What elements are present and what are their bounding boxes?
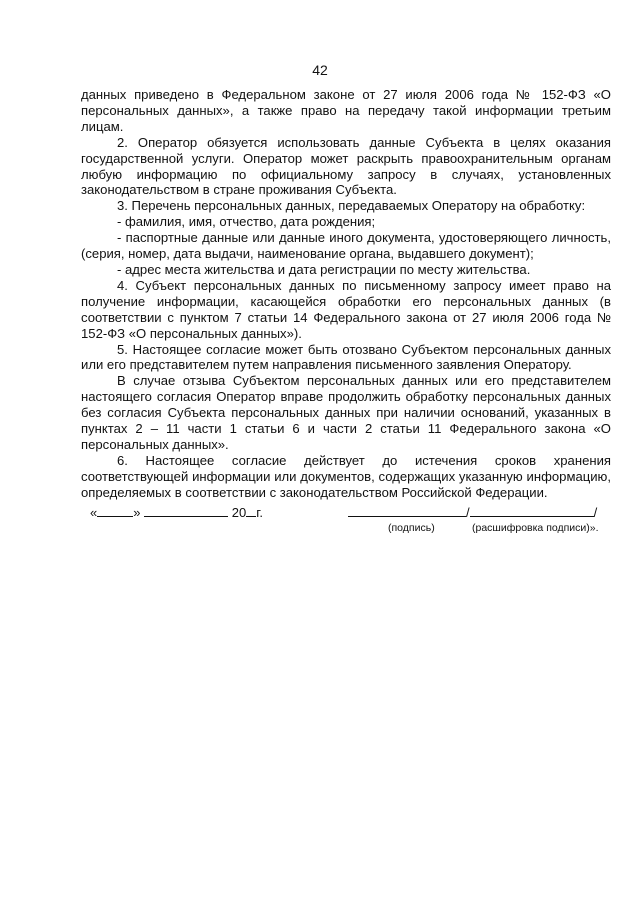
signature-blank [348,503,466,517]
slash-left: / [466,505,470,520]
paragraph-3: 3. Перечень персональных данных, передаваемых Оператору на обработку: [117,198,586,214]
paragraph-revocation: В случае отзыва Субъектом персональных данных или его представителем настоящего согласия Оператор вправе продолжить обработку персональных данных без согласия Субъекта персональных данных при наличии оснований, указанных в пунктах 2 – 11 части 1 статьи 6 и части 2 статьи 11 Федерального закона «О персональных данных». [81,373,611,452]
slash-right: / [593,505,598,520]
signature-field [348,503,597,520]
paragraph-6: 6. Настоящее согласие действует до истечения сроков хранения соответствующей информации или документов, содержащих указанную информацию, определяемых в соответствии с законодательством Российской Федерации. [81,452,611,500]
year-blank [246,503,256,517]
signature-caption: (подпись) [388,522,435,534]
page-number: 42 [312,62,328,78]
paragraph-continuation: данных приведено в Федеральном законе от 27 июля 2006 года № 152-ФЗ «О персональных данных», а также право на передачу такой информации третьим лицам. [81,87,611,134]
paragraph-4: 4. Субъект персональных данных по письменному запросу имеет право на получение информации, касающейся обработки его персональных данных (в соответствии с пунктом 7 статьи 14 Федерального закона от 27 июля 2006 года № 152-ФЗ «О персональных данных»). [81,277,611,341]
paragraph-5: 5. Настоящее согласие может быть отозвано Субъектом персональных данных или его представителем путем направления письменного заявления Оператору. [81,341,611,373]
day-blank [97,503,133,517]
signature-block [0,503,640,543]
open-quote: « [90,505,98,520]
list-item-passport: - паспортные данные или данные иного документа, удостоверяющего личность, (серия, номер, дата выдачи, наименование органа, выдавшего документ); [81,230,611,262]
close-quote: » [133,505,141,520]
date-field [90,503,263,520]
month-blank [144,503,228,517]
decoding-caption: (расшифровка подписи)». [472,522,599,534]
list-item-name: - фамилия, имя, отчество, дата рождения; [117,214,376,230]
paragraph-2: 2. Оператор обязуется использовать данные Субъекта в целях оказания государственной услуги. Оператор может раскрыть правоохранительным органам любую информацию по официальному запросу в случаях, установленных законодательством в стране проживания Субъекта. [81,134,611,198]
document-body [81,87,611,501]
list-item-address: - адрес места жительства и дата регистрации по месту жительства. [117,261,531,277]
year-suffix: г. [256,505,263,520]
decoding-blank [470,503,594,517]
year-prefix: 20 [231,505,247,520]
